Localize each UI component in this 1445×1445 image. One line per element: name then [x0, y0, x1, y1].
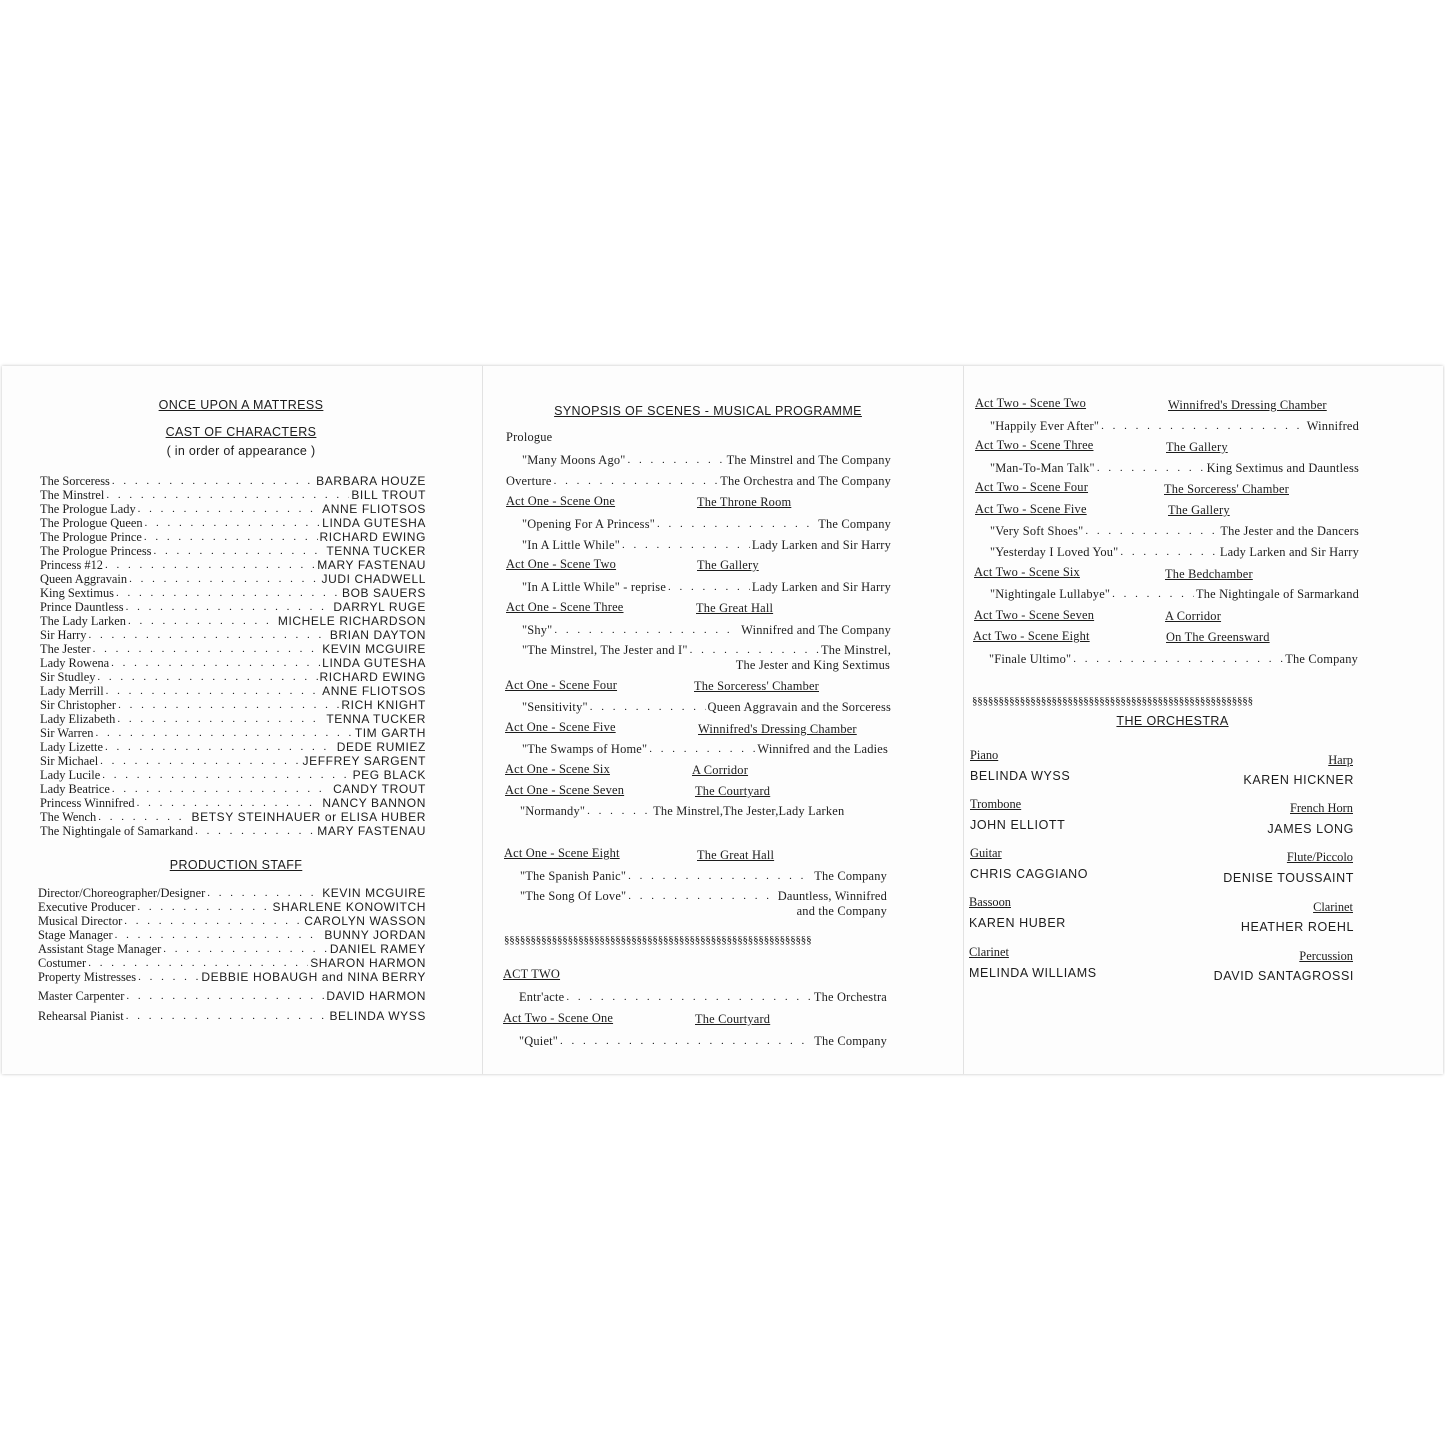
cast-row: The Jester . . . KEVIN MCGUIRE	[40, 642, 426, 656]
show-title: ONCE UPON A MATTRESS	[158, 398, 324, 412]
scene-row: Act One - Scene Five	[505, 720, 616, 734]
cast-row: Princess #12 . . . MARY FASTENAU	[40, 558, 426, 572]
fold-line	[963, 366, 964, 1074]
cast-row: King Sextimus . . . BOB SAUERS	[40, 586, 426, 600]
song-row: Entr'acte . . . The Orchestra	[519, 990, 887, 1005]
scene-location: The Great Hall	[697, 848, 775, 862]
staff-row: Costumer . . . SHARON HARMON	[38, 956, 426, 970]
song-row: "Nightingale Lullabye" . . . The Nightingale of Sarmarkand	[990, 587, 1359, 602]
scene-location: Winnifred's Dressing Chamber	[698, 722, 857, 736]
scene-row: Act Two - Scene Five	[975, 502, 1087, 516]
scene-row: Act One - Scene Six	[505, 762, 610, 776]
section-divider: §§§§§§§§§§§§§§§§§§§§§§§§§§§§§§§§§§§§§§§§§§§§§§§§§§§§§	[972, 695, 1253, 707]
cast-row: Queen Aggravain . . . JUDI CHADWELL	[40, 572, 426, 586]
cast-row: The Lady Larken . . . MICHELE RICHARDSON	[40, 614, 426, 628]
instrument-label: Flute/Piccolo	[1286, 850, 1353, 864]
staff-heading: PRODUCTION STAFF	[169, 858, 303, 872]
act-two-panel	[970, 0, 1365, 1445]
scene-location: The Bedchamber	[1165, 567, 1253, 581]
cast-row: Sir Michael . . . JEFFREY SARGENT	[40, 754, 426, 768]
song-row: "Man-To-Man Talk" . . . King Sextimus and Dauntless	[990, 461, 1359, 476]
staff-list	[36, 886, 426, 1023]
cast-row: The Prologue Lady . . . ANNE FLIOTSOS	[40, 502, 426, 516]
song-row: "Shy" . . . Winnifred and The Company	[522, 623, 891, 638]
scene-row: Act One - Scene Eight	[504, 846, 620, 860]
scene-location: The Great Hall	[696, 601, 774, 615]
cast-heading: CAST OF CHARACTERS	[165, 425, 317, 439]
staff-row: Stage Manager . . . BUNNY JORDAN	[38, 928, 426, 942]
orchestra-player: CHRIS CAGGIANO	[970, 867, 1089, 881]
scene-row: Act Two - Scene Two	[975, 396, 1087, 410]
scene-location: A Corridor	[1165, 609, 1222, 623]
song-row: "Sensitivity" . . . Queen Aggravain and the Sorceress	[522, 700, 891, 715]
cast-row: Sir Harry . . . BRIAN DAYTON	[40, 628, 426, 642]
cast-row: Lady Beatrice . . . CANDY TROUT	[40, 782, 426, 796]
song-row: "Normandy" . . . The Minstrel,The Jester,Lady Larken	[520, 804, 886, 819]
orchestra-player: KAREN HUBER	[969, 916, 1066, 930]
instrument-label: Piano	[970, 748, 999, 762]
instrument-label: Trombone	[970, 797, 1022, 811]
scene-location: The Throne Room	[697, 495, 792, 509]
song-row: "Yesterday I Loved You" . . . Lady Larken and Sir Harry	[990, 545, 1359, 560]
song-row: "Many Moons Ago" . . . The Minstrel and The Company	[522, 453, 891, 468]
staff-row: Director/Choreographer/Designer . . . KEVIN MCGUIRE	[38, 886, 426, 900]
orchestra-player: BELINDA WYSS	[970, 769, 1071, 783]
scene-location: The Courtyard	[695, 1012, 771, 1026]
cast-row: The Sorceress . . . BARBARA HOUZE	[40, 474, 426, 488]
instrument-label: French Horn	[1290, 801, 1353, 815]
cast-row: Princess Winnifred . . . NANCY BANNON	[40, 796, 426, 810]
orchestra-player: DAVID SANTAGROSSI	[1213, 969, 1354, 983]
scene-row: Act Two - Scene One	[503, 1011, 614, 1025]
song-row: "In A Little While" - reprise . . . Lady Larken and Sir Harry	[522, 580, 891, 595]
instrument-label: Percussion	[1299, 949, 1353, 963]
scene-row: Act One - Scene Four	[505, 678, 618, 692]
scene-location: The Gallery	[1166, 440, 1228, 454]
scene-row: Act One - Scene Two	[506, 557, 617, 571]
orchestra-player: MELINDA WILLIAMS	[969, 966, 1097, 980]
cast-row: Sir Warren . . . TIM GARTH	[40, 726, 426, 740]
staff-row: Master Carpenter . . . DAVID HARMON	[38, 984, 426, 1003]
prologue-label: Prologue	[506, 430, 553, 444]
song-row: "Very Soft Shoes" . . . The Jester and the Dancers	[990, 524, 1359, 539]
cast-row: The Minstrel . . . BILL TROUT	[40, 488, 426, 502]
scene-location: The Courtyard	[695, 784, 771, 798]
staff-row: Rehearsal Pianist . . . BELINDA WYSS	[38, 1003, 426, 1023]
cast-row: Lady Elizabeth . . . TENNA TUCKER	[40, 712, 426, 726]
cast-row: The Prologue Princess . . . TENNA TUCKER	[40, 544, 426, 558]
song-row: "Quiet" . . . The Company	[519, 1034, 887, 1049]
cast-row: Lady Lizette . . . DEDE RUMIEZ	[40, 740, 426, 754]
scene-location: The Gallery	[697, 558, 759, 572]
song-row: Overture . . . The Orchestra and The Company	[506, 474, 891, 489]
scene-row: Act Two - Scene Six	[974, 565, 1080, 579]
song-row: "The Minstrel, The Jester and I" . . . The Minstrel,	[522, 643, 891, 658]
cast-panel	[36, 398, 426, 1023]
cast-list	[36, 474, 426, 838]
cast-row: Lady Lucile . . . PEG BLACK	[40, 768, 426, 782]
cast-row: Lady Merrill . . . ANNE FLIOTSOS	[40, 684, 426, 698]
section-divider: §§§§§§§§§§§§§§§§§§§§§§§§§§§§§§§§§§§§§§§§§§§§§§§§§§§§§§§§§§	[504, 934, 812, 946]
song-row: "In A Little While" . . . Lady Larken and Sir Harry	[522, 538, 891, 553]
scene-location: The Gallery	[1168, 503, 1230, 517]
scene-location: On The Greensward	[1166, 630, 1270, 644]
song-row: "Opening For A Princess" . . . The Company	[522, 517, 891, 532]
cast-row: Lady Rowena . . . LINDA GUTESHA	[40, 656, 426, 670]
act-two-heading: ACT TWO	[503, 967, 561, 981]
song-row: "The Swamps of Home" . . . Winnifred and the Ladies	[522, 742, 888, 757]
scene-row: Act One - Scene One	[506, 494, 616, 508]
orchestra-player: DENISE TOUSSAINT	[1223, 871, 1354, 885]
instrument-label: Clarinet	[969, 945, 1009, 959]
fold-line	[482, 366, 483, 1074]
staff-row: Property Mistresses . . . DEBBIE HOBAUGH and NINA BERRY	[38, 970, 426, 984]
scene-location: The Sorceress' Chamber	[694, 679, 819, 693]
scene-location: The Sorceress' Chamber	[1164, 482, 1289, 496]
song-row: "The Spanish Panic" . . . The Company	[520, 869, 887, 884]
song-row: "Happily Ever After" . . . Winnifred	[990, 419, 1359, 434]
orchestra-player: KAREN HICKNER	[1243, 773, 1354, 787]
orchestra-player: HEATHER ROEHL	[1240, 920, 1354, 934]
cast-row: The Nightingale of Samarkand . . . MARY FASTENAU	[40, 824, 426, 838]
staff-row: Executive Producer . . . SHARLENE KONOWITCH	[38, 900, 426, 914]
song-row: "Finale Ultimo" . . . The Company	[989, 652, 1358, 667]
scene-row: Act Two - Scene Eight	[973, 629, 1090, 643]
scene-row: Act Two - Scene Three	[975, 438, 1094, 452]
scene-row: Act Two - Scene Four	[975, 480, 1089, 494]
song-performer-continued: The Jester and King Sextimus	[735, 658, 890, 672]
scene-location: Winnifred's Dressing Chamber	[1168, 398, 1327, 412]
scene-row: Act One - Scene Three	[506, 600, 624, 614]
song-row: "The Song Of Love" . . . Dauntless, Winnifred	[520, 889, 887, 904]
cast-row: Sir Studley . . . RICHARD EWING	[40, 670, 426, 684]
staff-row: Assistant Stage Manager . . . DANIEL RAMEY	[38, 942, 426, 956]
cast-row: The Prologue Queen . . . LINDA GUTESHA	[40, 516, 426, 530]
scene-row: Act One - Scene Seven	[505, 783, 625, 797]
instrument-label: Harp	[1328, 753, 1353, 767]
orchestra-player: JOHN ELLIOTT	[970, 818, 1066, 832]
orchestra-player: JAMES LONG	[1267, 822, 1354, 836]
instrument-label: Clarinet	[1313, 900, 1353, 914]
cast-row: The Wench . . . BETSY STEINHAUER or ELISA HUBER	[40, 810, 426, 824]
instrument-label: Bassoon	[969, 895, 1011, 909]
instrument-label: Guitar	[970, 846, 1002, 860]
scene-row: Act Two - Scene Seven	[974, 608, 1095, 622]
cast-row: Prince Dauntless . . . DARRYL RUGE	[40, 600, 426, 614]
staff-row: Musical Director . . . CAROLYN WASSON	[38, 914, 426, 928]
song-performer-continued: and the Company	[796, 904, 887, 918]
orchestra-heading: THE ORCHESTRA	[1116, 714, 1229, 728]
cast-note: ( in order of appearance )	[166, 444, 316, 458]
scene-location: A Corridor	[692, 763, 749, 777]
synopsis-heading: SYNOPSIS OF SCENES - MUSICAL PROGRAMME	[554, 404, 862, 418]
cast-row: Sir Christopher . . . RICH KNIGHT	[40, 698, 426, 712]
cast-row: The Prologue Prince . . . RICHARD EWING	[40, 530, 426, 544]
synopsis-panel	[500, 0, 900, 1445]
